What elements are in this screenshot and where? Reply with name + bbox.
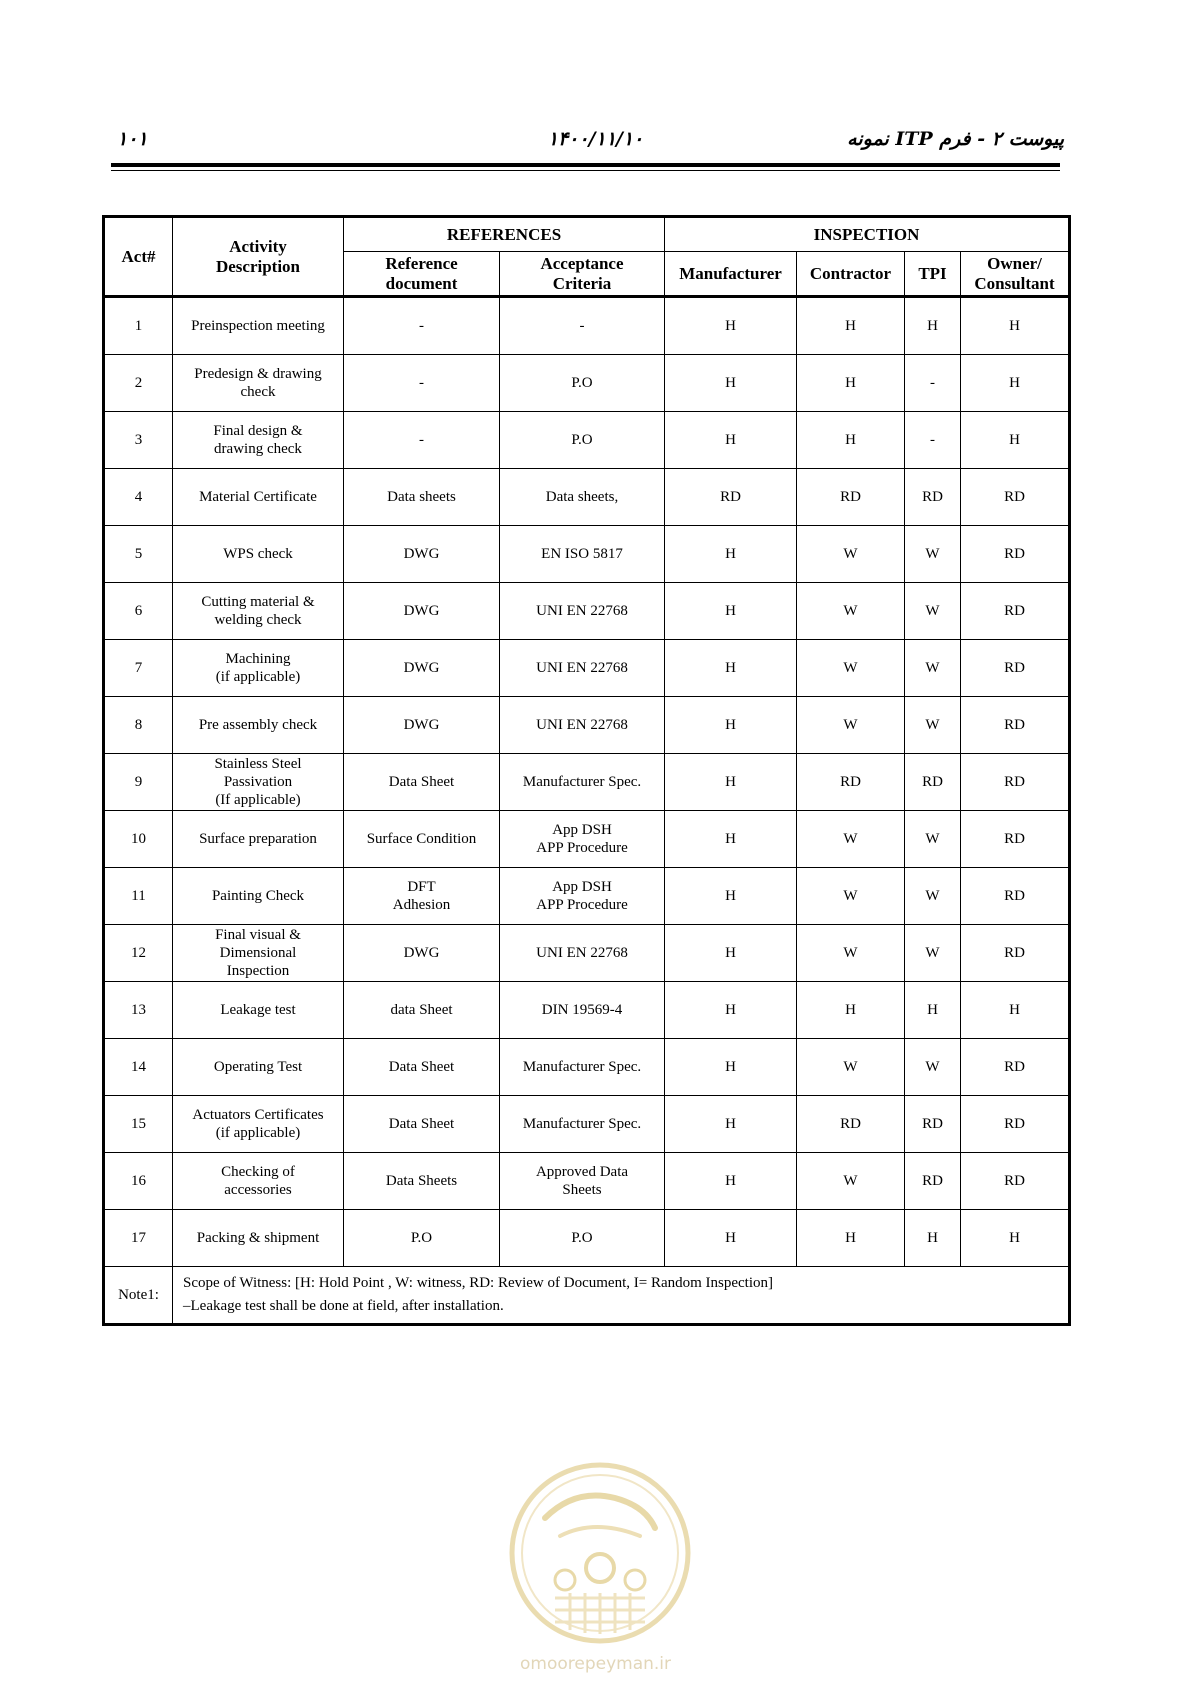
cell-tpi: W [905,925,961,982]
itp-table [102,215,1071,1326]
cell-owner: RD [961,811,1070,868]
header-inspection: INSPECTION [665,217,1070,252]
cell-owner: H [961,297,1070,355]
cell-activity: WPS check [173,526,344,583]
cell-act: 1 [104,297,173,355]
cell-acceptance: UNI EN 22768 [500,697,665,754]
cell-contractor: W [797,526,905,583]
table-row [104,925,1070,982]
table-row [104,868,1070,925]
table-row [104,469,1070,526]
note-line-1: Scope of Witness: [H: Hold Point , W: witness, RD: Review of Document, I= Random Inspection] [183,1275,774,1291]
cell-contractor: RD [797,1096,905,1153]
cell-manufacturer: H [665,412,797,469]
cell-reference: DWG [344,583,500,640]
cell-tpi: H [905,1210,961,1267]
cell-contractor: RD [797,754,905,811]
cell-acceptance: Approved Data Sheets [500,1153,665,1210]
cell-act: 13 [104,982,173,1039]
cell-manufacturer: H [665,1096,797,1153]
table-row [104,811,1070,868]
cell-reference: Data sheets [344,469,500,526]
table-row [104,982,1070,1039]
cell-reference: - [344,355,500,412]
cell-owner: RD [961,697,1070,754]
cell-reference: Data Sheets [344,1153,500,1210]
table-row [104,412,1070,469]
cell-tpi: H [905,982,961,1039]
cell-owner: RD [961,526,1070,583]
cell-owner: H [961,1210,1070,1267]
cell-contractor: H [797,412,905,469]
cell-owner: RD [961,754,1070,811]
cell-act: 17 [104,1210,173,1267]
header-manufacturer: Manufacturer [665,252,797,297]
cell-contractor: H [797,355,905,412]
cell-act: 7 [104,640,173,697]
cell-tpi: RD [905,1153,961,1210]
cell-reference: - [344,412,500,469]
note-line-2: –Leakage test shall be done at field, after installation. [183,1298,504,1314]
cell-tpi: RD [905,469,961,526]
cell-tpi: W [905,697,961,754]
cell-owner: RD [961,469,1070,526]
cell-reference: Data Sheet [344,754,500,811]
table-row [104,1210,1070,1267]
cell-reference: Data Sheet [344,1096,500,1153]
cell-tpi: W [905,526,961,583]
table-row [104,754,1070,811]
cell-acceptance: EN ISO 5817 [500,526,665,583]
cell-activity: Machining (if applicable) [173,640,344,697]
cell-contractor: H [797,297,905,355]
cell-contractor: W [797,640,905,697]
cell-activity: Painting Check [173,868,344,925]
cell-acceptance: UNI EN 22768 [500,925,665,982]
cell-activity: Pre assembly check [173,697,344,754]
cell-acceptance: DIN 19569-4 [500,982,665,1039]
cell-manufacturer: H [665,754,797,811]
header-rule-thin [111,170,1060,171]
cell-activity: Operating Test [173,1039,344,1096]
cell-manufacturer: H [665,297,797,355]
cell-manufacturer: H [665,697,797,754]
cell-owner: RD [961,925,1070,982]
cell-acceptance: Manufacturer Spec. [500,1096,665,1153]
cell-tpi: W [905,640,961,697]
cell-tpi: RD [905,1096,961,1153]
table-row [104,1096,1070,1153]
cell-acceptance: Data sheets, [500,469,665,526]
cell-reference: DWG [344,697,500,754]
cell-acceptance: Manufacturer Spec. [500,754,665,811]
cell-reference: DWG [344,526,500,583]
cell-manufacturer: H [665,526,797,583]
cell-reference: Surface Condition [344,811,500,868]
cell-tpi: W [905,1039,961,1096]
cell-manufacturer: H [665,355,797,412]
cell-activity: Checking of accessories [173,1153,344,1210]
cell-acceptance: P.O [500,355,665,412]
cell-owner: H [961,355,1070,412]
watermark-site: omoorepeyman.ir [519,1654,672,1674]
cell-owner: RD [961,1096,1070,1153]
cell-owner: H [961,412,1070,469]
cell-contractor: H [797,1210,905,1267]
cell-activity: Final design & drawing check [173,412,344,469]
header-references: REFERENCES [344,217,665,252]
cell-reference: DWG [344,640,500,697]
page-number: ۱۰۱ [117,128,148,150]
cell-manufacturer: H [665,1153,797,1210]
header-rule-thick [111,163,1060,167]
cell-activity: Packing & shipment [173,1210,344,1267]
cell-act: 16 [104,1153,173,1210]
cell-act: 11 [104,868,173,925]
cell-reference: P.O [344,1210,500,1267]
cell-activity: Predesign & drawing check [173,355,344,412]
cell-reference: data Sheet [344,982,500,1039]
cell-act: 4 [104,469,173,526]
watermark-logo [505,1458,695,1648]
cell-activity: Surface preparation [173,811,344,868]
header-acceptance-criteria: Acceptance Criteria [500,252,665,297]
cell-activity: Material Certificate [173,469,344,526]
note-label: Note1: [104,1267,173,1325]
table-row [104,297,1070,355]
cell-manufacturer: H [665,868,797,925]
cell-tpi: W [905,811,961,868]
cell-act: 3 [104,412,173,469]
cell-activity: Preinspection meeting [173,297,344,355]
cell-act: 5 [104,526,173,583]
cell-acceptance: UNI EN 22768 [500,583,665,640]
cell-contractor: W [797,697,905,754]
cell-act: 15 [104,1096,173,1153]
cell-contractor: W [797,925,905,982]
cell-acceptance: UNI EN 22768 [500,640,665,697]
cell-reference: - [344,297,500,355]
cell-owner: RD [961,868,1070,925]
table-row [104,355,1070,412]
table-row [104,526,1070,583]
cell-tpi: H [905,297,961,355]
cell-act: 14 [104,1039,173,1096]
note-row [104,1267,1070,1325]
cell-owner: RD [961,1153,1070,1210]
cell-reference: Data Sheet [344,1039,500,1096]
cell-reference: DFT Adhesion [344,868,500,925]
cell-acceptance: P.O [500,1210,665,1267]
cell-tpi: - [905,355,961,412]
table-body [104,297,1070,1325]
header-tpi: TPI [905,252,961,297]
cell-tpi: - [905,412,961,469]
header-owner: Owner/ Consultant [961,252,1070,297]
cell-manufacturer: H [665,925,797,982]
cell-activity: Leakage test [173,982,344,1039]
cell-acceptance: App DSH APP Procedure [500,811,665,868]
cell-manufacturer: H [665,1039,797,1096]
cell-owner: RD [961,1039,1070,1096]
table-row [104,1153,1070,1210]
cell-activity: Actuators Certificates (if applicable) [173,1096,344,1153]
cell-tpi: RD [905,754,961,811]
cell-owner: RD [961,640,1070,697]
cell-act: 6 [104,583,173,640]
cell-act: 10 [104,811,173,868]
cell-tpi: W [905,868,961,925]
cell-acceptance: - [500,297,665,355]
table-row [104,583,1070,640]
cell-contractor: W [797,868,905,925]
cell-act: 12 [104,925,173,982]
table-row [104,697,1070,754]
table-row [104,1039,1070,1096]
cell-act: 8 [104,697,173,754]
cell-tpi: W [905,583,961,640]
cell-activity: Stainless Steel Passivation (If applicable) [173,754,344,811]
note-text [173,1267,1070,1325]
cell-manufacturer: H [665,982,797,1039]
table-row [104,640,1070,697]
header-act: Act# [104,217,173,297]
cell-contractor: RD [797,469,905,526]
cell-contractor: W [797,1153,905,1210]
cell-act: 9 [104,754,173,811]
cell-contractor: H [797,982,905,1039]
cell-reference: DWG [344,925,500,982]
cell-owner: RD [961,583,1070,640]
cell-owner: H [961,982,1070,1039]
cell-manufacturer: RD [665,469,797,526]
header-activity: Activity Description [173,217,344,297]
cell-contractor: W [797,583,905,640]
cell-acceptance: P.O [500,412,665,469]
document-title: پیوست ۲ - فرم ITP نمونه [847,128,1064,150]
cell-activity: Final visual & Dimensional Inspection [173,925,344,982]
cell-activity: Cutting material & welding check [173,583,344,640]
cell-manufacturer: H [665,1210,797,1267]
header-contractor: Contractor [797,252,905,297]
document-date: ۱۴۰۰/۱۱/۱۰ [547,128,644,150]
cell-contractor: W [797,811,905,868]
cell-acceptance: App DSH APP Procedure [500,868,665,925]
cell-manufacturer: H [665,640,797,697]
cell-manufacturer: H [665,811,797,868]
cell-contractor: W [797,1039,905,1096]
cell-act: 2 [104,355,173,412]
cell-acceptance: Manufacturer Spec. [500,1039,665,1096]
header-reference-document: Reference document [344,252,500,297]
cell-manufacturer: H [665,583,797,640]
